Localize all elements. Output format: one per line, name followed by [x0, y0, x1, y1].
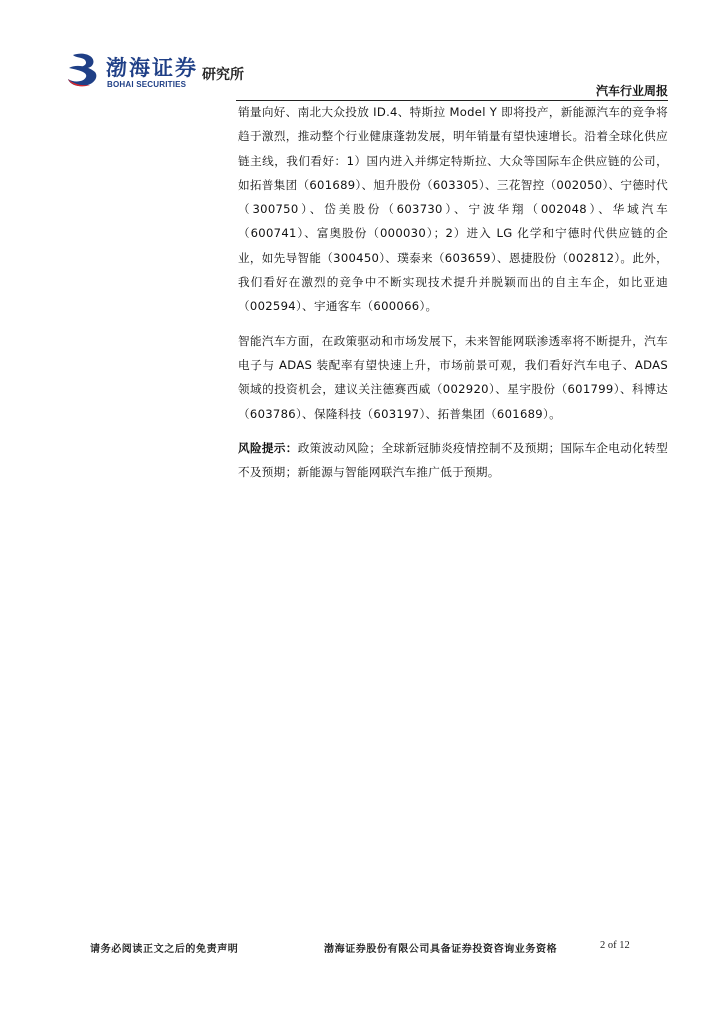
report-type-title: 汽车行业周报 — [595, 84, 668, 98]
risk-text: 政策波动风险；全球新冠肺炎疫情控制不及预期；国际车企电动化转型不及预期；新能源与智能网联汽车推广低于预期。 — [238, 440, 668, 480]
paragraph-risk — [238, 436, 668, 485]
page-header — [0, 0, 724, 110]
paragraph-smart-vehicles: 智能汽车方面，在政策驱动和市场发展下，未来智能网联渗透率将不断提升，汽车电子与 ADAS 装配率有望快速上升，市场前景可观，我们看好汽车电子、ADAS 领域的投资机会，建议关注德赛西威（002920）、星宇股份（601799）、科博达（603786）、保隆科技（603197）、拓普集团（601689）。 — [238, 333, 668, 421]
footer-qualification: 渤海证券股份有限公司具备证券投资咨询业务资格 — [324, 944, 558, 955]
risk-label: 风险提示： — [238, 440, 298, 455]
paragraph-market-outlook: 销量向好、南北大众投放 ID.4、特斯拉 Model Y 即将投产，新能源汽车的竞争将趋于激烈，推动整个行业健康蓬勃发展，明年销量有望快速增长。沿着全球化供应链主线，我们看好：1）国内进入并绑定特斯拉、大众等国际车企供应链的公司，如拓普集团（601689）、旭升股份（603305）、三花智控（002050）、宁德时代（300750）、岱美股份（603730）、宁波华翔（002048）、华域汽车（600741）、富奥股份（000030）；2）进入 LG 化学和宁德时代供应链的企业，如先导智能（300450）、璞泰来（603659）、恩捷股份（002812）。此外，我们看好在激烈的竞争中不断实现技术提升并脱颖而出的自主车企，如比亚迪（002594）、宇通客车（600066）。 — [238, 105, 669, 314]
logo-chinese-text: 渤海证券 — [106, 55, 198, 80]
logo-english-text: BOHAI SECURITIES — [107, 80, 187, 89]
company-logo — [66, 52, 266, 92]
main-content — [238, 100, 668, 494]
page-number: 2 of 12 — [600, 940, 630, 951]
department-label: 研究所 — [202, 67, 244, 83]
page-footer — [0, 940, 724, 960]
bohai-logo-icon — [66, 52, 100, 88]
footer-disclaimer: 请务必阅读正文之后的免责声明 — [90, 944, 239, 955]
